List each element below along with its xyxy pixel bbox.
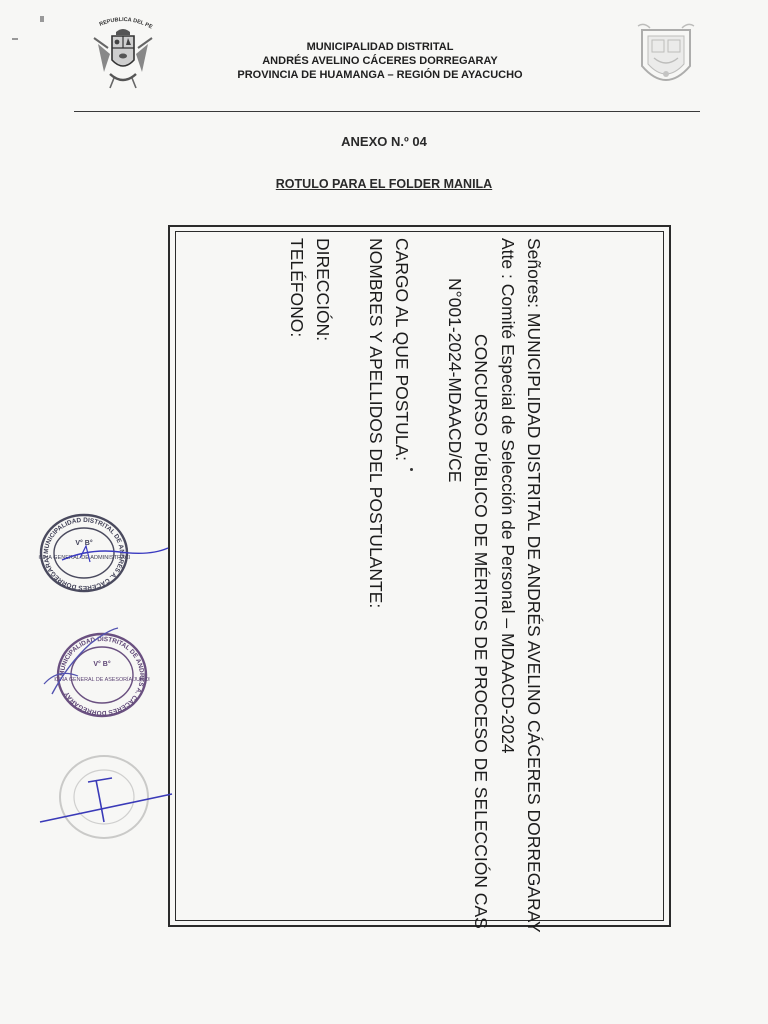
svg-text:OFICINA GENERAL DE ASESORÍA JU: CINA GENERAL DE ASESORÍA JURÍDI — [54, 677, 150, 683]
cargo-field: CARGO AL QUE POSTULA: — [392, 238, 412, 462]
concurso-line: CONCURSO PÚBLICO DE MÉRITOS DE PROCESO DE SELECCIÓN CAS — [471, 334, 491, 929]
svg-text:REPUBLICA DEL PERU — [88, 14, 154, 31]
peru-emblem-logo — [88, 14, 158, 96]
atte-line: Atte : Comité Especial de Selección de Personal – MDAACD-2024 — [498, 238, 518, 754]
svg-text:OFICINA GENERAL DE ADMINISTRAC: CINA GENERAL DE ADMINISTRACI — [38, 555, 130, 561]
document-title: ANEXO N.º 04 — [341, 134, 427, 149]
senores-line: Señores: MUNICIPLIDAD DISTRITAL DE ANDRÉS AVELINO CÁCERES DORREGARAY — [524, 238, 544, 933]
svg-text:MUNICIPALIDAD DISTRITAL DE AND: MUNICIPALIDAD DISTRITAL DE ANDRÉS A. CÁCERES DORREGARAY — [42, 516, 126, 592]
svg-text:V° B°: V° B° — [93, 661, 111, 668]
stray-dot — [410, 468, 413, 471]
label-frame-inner — [175, 231, 664, 921]
header-divider — [74, 111, 700, 112]
signature-stroke — [60, 540, 170, 570]
svg-text:MUNICIPALIDAD DISTRITAL DE AND: MUNICIPALIDAD DISTRITAL DE ANDRÉS A. CÁCERES DORREGARAY — [58, 635, 146, 717]
municipal-crest-logo — [634, 22, 698, 96]
scan-mark — [40, 16, 44, 22]
direccion-field: DIRECCIÓN: — [313, 238, 333, 342]
numero-line: N°001-2024-MDAACD/CE — [445, 278, 465, 483]
signature-stroke — [38, 624, 128, 704]
scan-mark — [12, 38, 18, 40]
telefono-field: TELÉFONO: — [287, 238, 307, 338]
header-line-3: PROVINCIA DE HUAMANGA – REGIÓN DE AYACUCHO — [237, 69, 523, 81]
nombres-field: NOMBRES Y APELLIDOS DEL POSTULANTE: — [366, 238, 386, 609]
document-subtitle: ROTULO PARA EL FOLDER MANILA — [275, 177, 493, 191]
header-line-2: ANDRÉS AVELINO CÁCERES DORREGARAY — [262, 55, 498, 67]
header-line-1: MUNICIPALIDAD DISTRITAL — [306, 41, 454, 53]
svg-text:V° B°: V° B° — [75, 540, 93, 547]
header-block — [180, 40, 580, 82]
signature-stroke — [36, 770, 176, 830]
emblem-text: REPUBLICA DEL PE — [98, 16, 154, 31]
